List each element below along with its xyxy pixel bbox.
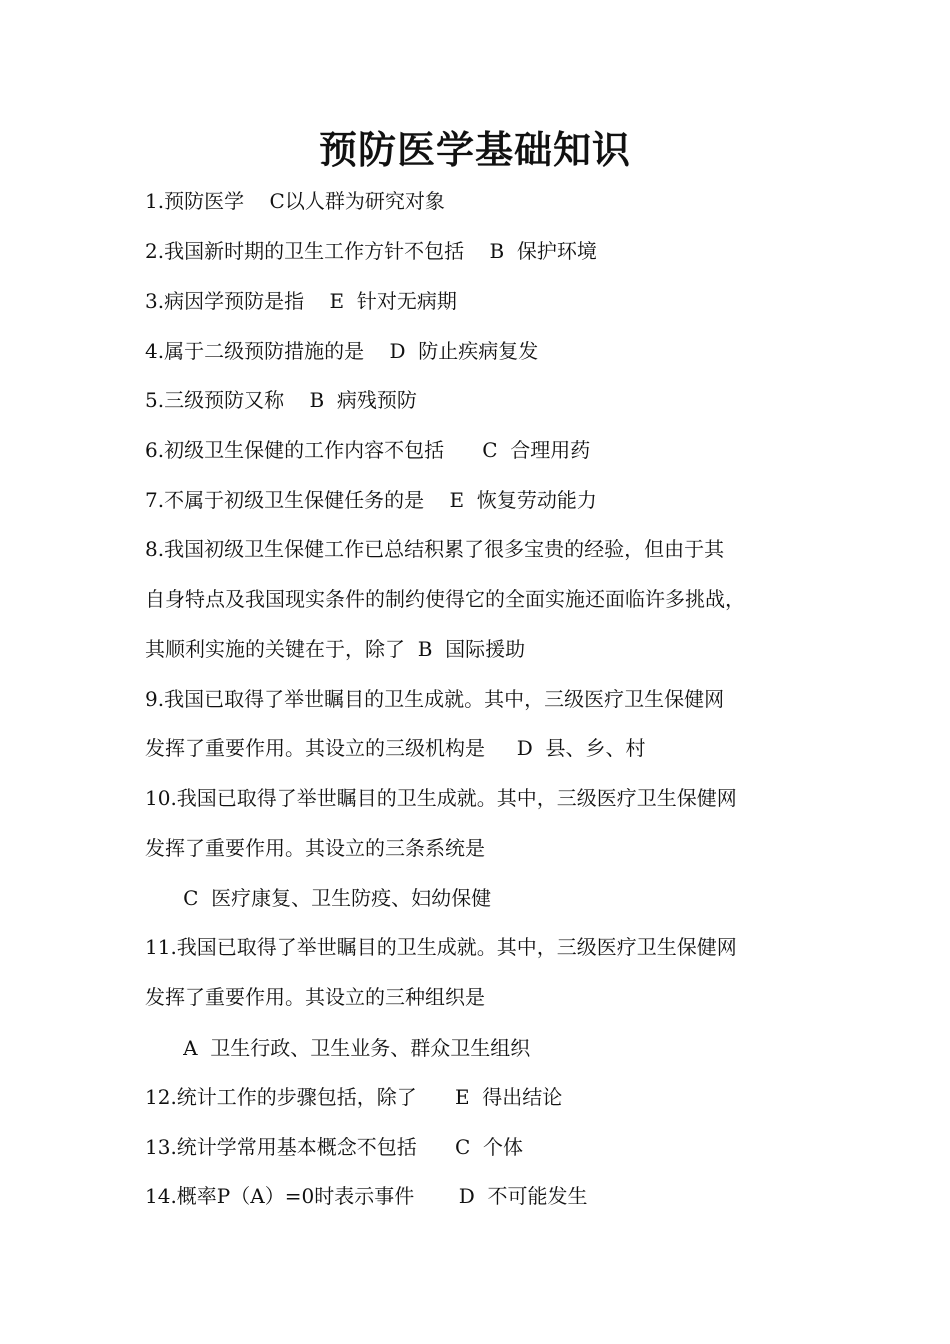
text-line: 发挥了重要作用。其设立的三级机构是 D 县、乡、村 <box>145 736 646 760</box>
text-line: 3.病因学预防是指 E 针对无病期 <box>145 289 457 313</box>
text-line: 11.我国已取得了举世瞩目的卫生成就。其中，三级医疗卫生保健网 <box>145 935 737 959</box>
text-line: 其顺利实施的关键在于，除了 B 国际援助 <box>145 637 526 661</box>
text-line: 发挥了重要作用。其设立的三种组织是 <box>145 985 485 1009</box>
text-line: 6.初级卫生保健的工作内容不包括 C 合理用药 <box>145 438 591 462</box>
text-line: 1.预防医学 C以人群为研究对象 <box>145 189 445 213</box>
text-line: C 医疗康复、卫生防疫、妇幼保健 <box>145 886 492 910</box>
text-line: 自身特点及我国现实条件的制约使得它的全面实施还面临许多挑战， <box>145 587 745 611</box>
text-line: 13.统计学常用基本概念不包括 C 个体 <box>145 1135 523 1159</box>
text-line: 2.我国新时期的卫生工作方针不包括 B 保护环境 <box>145 239 597 263</box>
text-line: 14.概率P（A）=0时表示事件 D 不可能发生 <box>145 1184 588 1208</box>
text-line: 7.不属于初级卫生保健任务的是 E 恢复劳动能力 <box>145 488 597 512</box>
text-line: A 卫生行政、卫生业务、群众卫生组织 <box>145 1036 531 1060</box>
text-line: 发挥了重要作用。其设立的三条系统是 <box>145 836 485 860</box>
text-line: 10.我国已取得了举世瞩目的卫生成就。其中，三级医疗卫生保健网 <box>145 786 737 810</box>
text-line: 5.三级预防又称 B 病残预防 <box>145 388 417 412</box>
text-line: 9.我国已取得了举世瞩目的卫生成就。其中，三级医疗卫生保健网 <box>145 687 725 711</box>
page-title: 预防医学基础知识 <box>318 127 631 172</box>
text-line: 12.统计工作的步骤包括，除了 E 得出结论 <box>145 1085 563 1109</box>
text-line: 8.我国初级卫生保健工作已总结积累了很多宝贵的经验，但由于其 <box>145 537 725 561</box>
text-line: 4.属于二级预防措施的是 D 防止疾病复发 <box>145 339 539 363</box>
